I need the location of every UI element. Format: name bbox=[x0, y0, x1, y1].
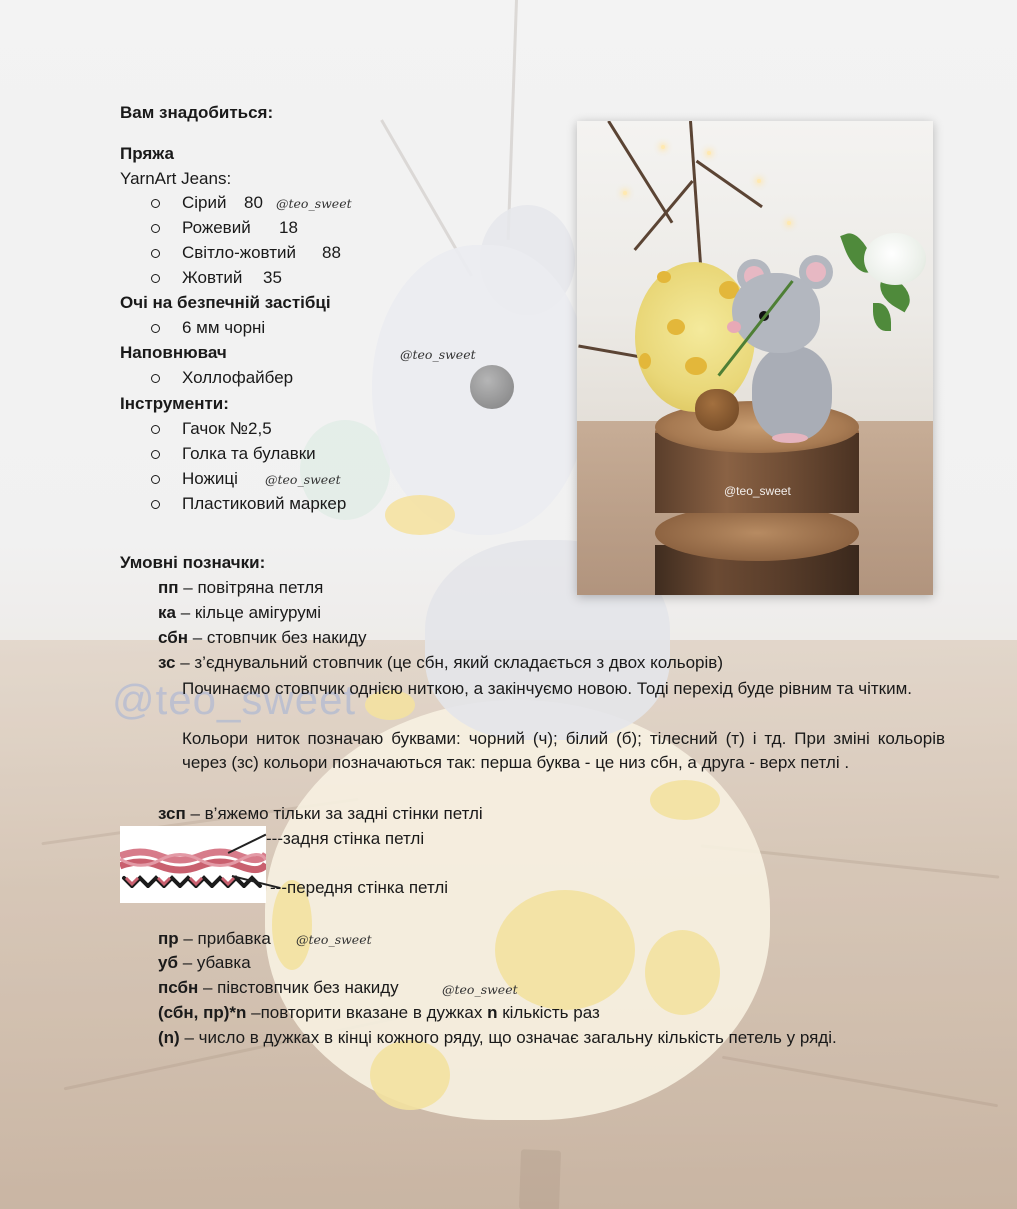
filler-heading: Наповнювач bbox=[120, 343, 227, 362]
legend-item-ka: ка – кільце амігурумі bbox=[158, 603, 322, 622]
handle-watermark: @teo_sweet bbox=[442, 982, 518, 997]
eyes-heading: Очі на безпечній застібці bbox=[120, 293, 331, 312]
handle-watermark: @teo_sweet bbox=[265, 472, 341, 487]
zs-explanation-1: Починаємо стовпчик однією ниткою, а закінчуємо новою. Тоді перехід буде рівним та чітким. bbox=[182, 679, 913, 698]
yarn-color-code: 88 bbox=[322, 243, 341, 262]
handle-watermark: @teo_sweet bbox=[276, 196, 352, 211]
legend-item-pr: пр – прибавка bbox=[158, 929, 271, 948]
tool-item: Голка та булавки bbox=[182, 444, 316, 463]
bullet-icon bbox=[151, 324, 160, 333]
materials-heading: Вам знадобиться: bbox=[120, 103, 274, 122]
large-watermark: @teo_sweet bbox=[112, 676, 357, 723]
legend-item-zsp: зсп – в’яжемо тільки за задні стінки петлі bbox=[158, 804, 483, 823]
handle-watermark: @teo_sweet bbox=[296, 932, 372, 947]
legend-item-sbn: сбн – стовпчик без накиду bbox=[158, 628, 367, 647]
bullet-icon bbox=[151, 500, 160, 509]
legend-item-ub: уб – убавка bbox=[158, 953, 251, 972]
legend-heading: Умовні позначки: bbox=[120, 553, 266, 572]
photo-watermark: @teo_sweet bbox=[724, 484, 791, 498]
bullet-icon bbox=[151, 199, 160, 208]
legend-item-zs: зс – з’єднувальний стовпчик (це сбн, який складається з двох кольорів) bbox=[158, 653, 723, 672]
filler-item: Холлофайбер bbox=[182, 368, 294, 387]
yarn-brand: YarnArt Jeans: bbox=[120, 169, 232, 188]
tool-item: Ножиці bbox=[182, 469, 238, 488]
eyes-item: 6 мм чорні bbox=[182, 318, 266, 337]
tool-item: Пластиковий маркер bbox=[182, 494, 347, 513]
legend-item-count: (n) – число в дужках в кінці кожного ряду, що означає загальну кількість петель у ряді. bbox=[158, 1028, 837, 1047]
yarn-color-code: 18 bbox=[279, 218, 298, 237]
bullet-icon bbox=[151, 249, 160, 258]
yarn-color-name: Сірий bbox=[182, 193, 227, 212]
legend-item-repeat: (сбн, пр)*n –повторити вказане в дужках n кількість раз bbox=[158, 1003, 600, 1022]
bullet-icon bbox=[151, 475, 160, 484]
handle-watermark: @teo_sweet bbox=[400, 347, 476, 362]
bullet-icon bbox=[151, 274, 160, 283]
yarn-color-name: Жовтий bbox=[182, 268, 243, 287]
yarn-color-name: Рожевий bbox=[182, 218, 251, 237]
yarn-color-code: 35 bbox=[263, 268, 282, 287]
legend-item-psbn: псбн – півстовпчик без накиду bbox=[158, 978, 399, 997]
back-loop-label: ---задня стінка петлі bbox=[266, 829, 425, 848]
tools-heading: Інструменти: bbox=[120, 394, 229, 413]
bullet-icon bbox=[151, 224, 160, 233]
bullet-icon bbox=[151, 425, 160, 434]
yarn-color-name: Світло-жовтий bbox=[182, 243, 296, 262]
back-loop-stitch-diagram bbox=[120, 826, 266, 903]
front-loop-label: ---передня стінка петлі bbox=[270, 878, 449, 897]
tool-item: Гачок №2,5 bbox=[182, 419, 272, 438]
bullet-icon bbox=[151, 374, 160, 383]
yarn-heading: Пряжа bbox=[120, 144, 175, 163]
zs-explanation-2: Кольори ниток позначаю буквами: чорний (ч); білий (б); тілесний (т) і тд. При зміні кольорів через (зс) кольори позначаються так: перша буква - це низ сбн, а друга - верх петлі . bbox=[182, 729, 945, 772]
stitch-diagram-icon bbox=[120, 826, 266, 903]
bullet-icon bbox=[151, 450, 160, 459]
legend-item-pp: пп – повітряна петля bbox=[158, 578, 324, 597]
yarn-color-code: 80 bbox=[244, 193, 263, 212]
